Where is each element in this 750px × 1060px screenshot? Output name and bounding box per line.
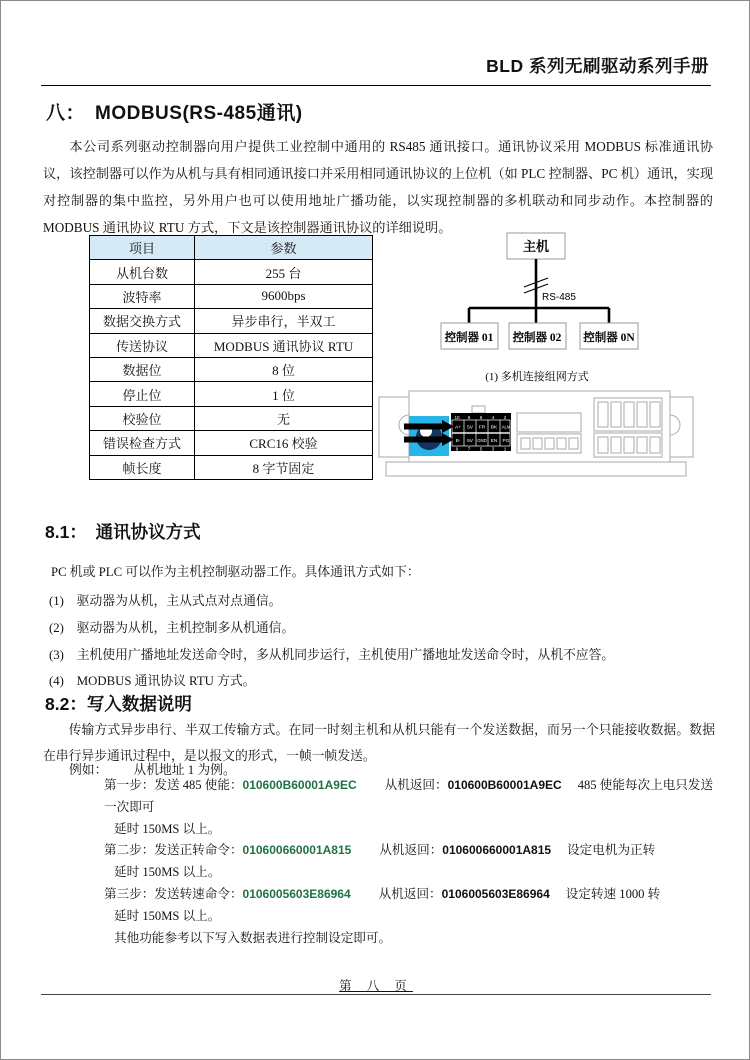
send-hex: 010600660001A815 — [242, 843, 352, 858]
table-row — [90, 260, 373, 284]
protocol-mode-item: (3) 主机使用广播地址发送命令时，多从机同步运行，主机使用广播地址发送命令时，从机不应答。 — [49, 648, 615, 662]
step-note: 485 使能每次上电只发送一次即可 — [104, 778, 714, 814]
controller-label-1: 控制器 01 — [444, 332, 494, 344]
step-line — [104, 884, 714, 906]
write-data-steps — [104, 775, 714, 949]
pin-number: 9 — [455, 446, 459, 452]
table-row — [90, 309, 373, 333]
step-note: 设定转速 1000 转 — [565, 886, 661, 901]
header-rule — [41, 85, 711, 86]
pin-number: 2 — [503, 415, 507, 420]
row-value: 9600bps — [195, 284, 373, 308]
protocol-mode-item: (4) MODBUS 通讯协议 RTU 方式。 — [49, 674, 256, 688]
step-note: 设定电机为正转 — [567, 843, 656, 858]
send-hex: 010600B60001A9EC — [242, 778, 357, 792]
right-mount-ear — [670, 397, 693, 457]
return-hex: 010600B60001A9EC — [447, 778, 562, 792]
row-label: 错误检查方式 — [90, 431, 195, 455]
pin-label: EN — [490, 439, 498, 444]
modbus-params-table — [89, 235, 373, 480]
mid-terminal-top — [517, 413, 581, 432]
example-text: 从机地址 1 为例。 — [133, 763, 236, 777]
protocol-mode-item: (2) 驱动器为从机，主机控制多从机通信。 — [49, 621, 295, 635]
pin-number: 10 — [454, 415, 460, 420]
row-value: 1 位 — [195, 382, 373, 406]
table-row — [90, 382, 373, 406]
delay-line: 延时 150MS 以上。 — [114, 865, 221, 880]
pin-label: ALM — [501, 424, 511, 430]
pin-label: 5V — [467, 425, 473, 431]
step-label: 第三步：发送转速命令： — [104, 886, 243, 901]
row-label: 数据交换方式 — [90, 309, 195, 333]
row-value: 8 字节固定 — [195, 455, 373, 479]
step-label: 第一步：发送 485 使能： — [104, 778, 243, 792]
page-number: 第 八 页 — [339, 979, 413, 993]
chapter-title: 八： MODBUS(RS-485通讯) — [46, 103, 303, 124]
pin-label: BK — [490, 425, 498, 431]
row-value: 8 位 — [195, 357, 373, 381]
power-terminal-top — [594, 398, 662, 431]
pin-number: 7 — [467, 446, 471, 452]
table-row — [90, 357, 373, 381]
footer-rule — [41, 994, 711, 995]
bus-label: RS-485 — [542, 292, 576, 303]
table-row — [90, 431, 373, 455]
send-hex: 0106005603E86964 — [242, 886, 351, 901]
delay-line: 延时 150MS 以上。 — [114, 821, 221, 836]
pin-label: B- — [455, 439, 461, 444]
return-hex: 0106005603E86964 — [441, 886, 550, 901]
table-row — [90, 406, 373, 430]
network-topology-diagram — [421, 229, 733, 387]
table-row — [90, 284, 373, 308]
controller-label-n: 控制器 0N — [583, 332, 635, 344]
pin-label: 5V — [467, 439, 473, 444]
diagram-caption: (1) 多机连接组网方式 — [485, 371, 589, 383]
pin-number: 4 — [491, 415, 495, 420]
pin-number: 6 — [479, 415, 483, 420]
master-label: 主机 — [522, 239, 550, 254]
chapter-intro: 本公司系列驱动控制器向用户提供工业控制中通用的 RS485 通讯接口。通讯协议采用 MODBUS 标准通讯协议，该控制器可以作为从机与具有相同通讯接口并采用相同通讯协议的上位机（如 PLC 控制器、PC 机）通讯，实现对控制器的集中监控，另外用户也可以使用地址广播功能，以实现控制器的多机联动和同步动作。本控制器的 MODBUS 通讯协议 RTU 方式，下文是该控制器通讯协议的详细说明。 — [43, 139, 714, 235]
pin-number: 3 — [491, 446, 495, 452]
table-row — [90, 455, 373, 479]
step-line — [104, 840, 714, 862]
pin-label: FR — [478, 425, 486, 431]
pin-number: 5 — [479, 446, 483, 452]
pin-label: A+ — [454, 425, 462, 431]
connector-tab — [472, 406, 485, 413]
step-label: 第二步：发送正转命令： — [104, 843, 243, 858]
section-8-2-title: 8.2：写入数据说明 — [45, 694, 192, 714]
return-label: 从机返回： — [379, 843, 443, 858]
section-8-1-lead: PC 机或 PLC 可以作为主机控制驱动器工作。具体通讯方式如下： — [51, 565, 420, 579]
delay-line: 延时 150MS 以上。 — [114, 908, 221, 923]
pin-label: PG — [502, 439, 510, 444]
row-label: 传送协议 — [90, 333, 195, 357]
return-label: 从机返回： — [378, 886, 442, 901]
section-8-2-paragraph: 传输方式异步串行、半双工传输方式。在同一时刻主机和从机只能有一个发送数据，而另一个只能接收数据。数据在串行异步通讯过程中，是以报文的形式，一帧一帧发送。 — [43, 723, 715, 763]
row-label: 数据位 — [90, 357, 195, 381]
row-label: 从机台数 — [90, 260, 195, 284]
pin-number: 1 — [503, 446, 507, 452]
row-value: 无 — [195, 406, 373, 430]
table-row — [90, 333, 373, 357]
section-8-1-title: 8.1： 通讯协议方式 — [45, 522, 201, 542]
protocol-mode-item: (1) 驱动器为从机，主从式点对点通信。 — [49, 594, 282, 608]
row-label: 波特率 — [90, 284, 195, 308]
col-header-item: 项目 — [90, 236, 195, 260]
row-label: 帧长度 — [90, 455, 195, 479]
row-value: 255 台 — [195, 260, 373, 284]
row-label: 校验位 — [90, 406, 195, 430]
col-header-param: 参数 — [195, 236, 373, 260]
row-value: MODBUS 通讯协议 RTU — [195, 333, 373, 357]
return-label: 从机返回： — [384, 778, 448, 792]
drive-controller-illustration — [376, 387, 736, 487]
step-line — [104, 775, 714, 819]
pin-number: 8 — [467, 415, 471, 420]
return-hex: 010600660001A815 — [442, 843, 552, 858]
row-value: 异步串行，半双工 — [195, 309, 373, 333]
pin-label: GND — [477, 438, 487, 443]
mid-terminal-bottom — [517, 434, 581, 453]
manual-title: BLD 系列无刷驱动系列手册 — [486, 56, 709, 76]
device-bottom-strip — [386, 462, 686, 476]
table-header-row — [90, 236, 373, 260]
tail-note: 其他功能参考以下写入数据表进行控制设定即可。 — [114, 930, 392, 945]
example-label: 例如： — [69, 763, 108, 777]
row-value: CRC16 校验 — [195, 431, 373, 455]
controller-label-2: 控制器 02 — [512, 332, 562, 344]
row-label: 停止位 — [90, 382, 195, 406]
